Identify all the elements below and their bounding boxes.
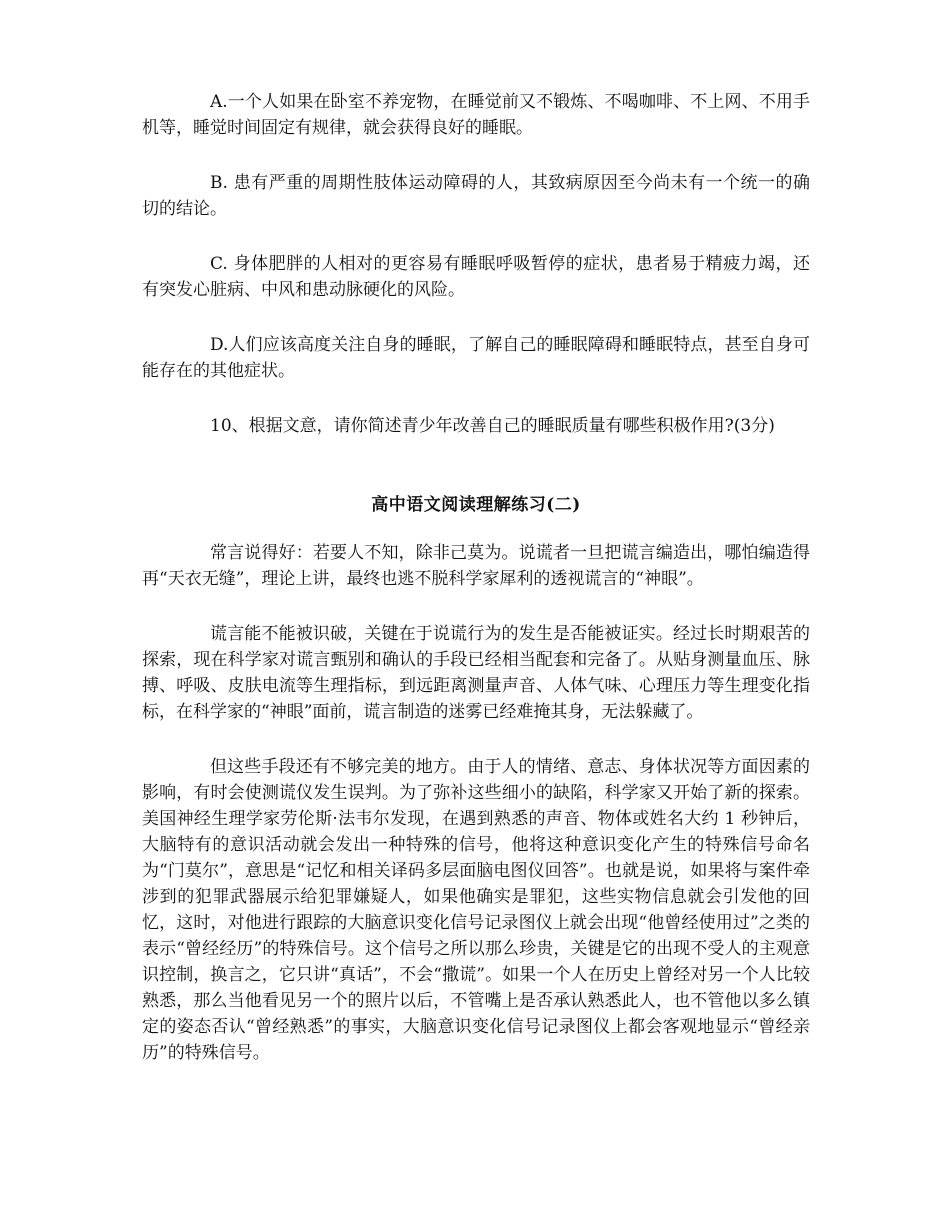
paragraph-1: 常言说得好：若要人不知，除非己莫为。说谎者一旦把谎言编造出，哪怕编造得再“天衣无缝”，理论上讲，最终也逃不脱科学家犀利的透视谎言的“神眼”。 [142,543,810,589]
paragraph-2: 谎言能不能被识破，关键在于说谎行为的发生是否能被证实。经过长时期艰苦的探索，现在科学家对谎言甄别和确认的手段已经相当配套和完备了。从贴身测量血压、脉搏、呼吸、皮肤电流等生理指标，到远距离测量声音、人体气味、心理压力等生理变化指标，在科学家的“神眼”面前，谎言制造的迷雾已经难掩其身，无法躲藏了。 [142,624,810,722]
document-body [142,89,810,1066]
question-10: 10、根据文意，请你简述青少年改善自己的睡眠质量有哪些积极作用?(3分) [210,416,775,436]
option-c: C. 身体肥胖的人相对的更容易有睡眠呼吸暂停的症状，患者易于精疲力竭，还有突发心脏病、中风和患动脉硬化的风险。 [142,254,810,300]
section-title: 高中语文阅读理解练习(二) [371,495,581,515]
option-d: D.人们应该高度关注自身的睡眠，了解自己的睡眠障碍和睡眠特点，甚至自身可能存在的其他症状。 [142,335,810,381]
option-b: B. 患有严重的周期性肢体运动障碍的人，其致病原因至今尚未有一个统一的确切的结论。 [142,173,810,219]
paragraph-3: 但这些手段还有不够完美的地方。由于人的情绪、意志、身体状况等方面因素的影响，有时会使测谎仪发生误判。为了弥补这些细小的缺陷，科学家又开始了新的探索。美国神经生理学家劳伦斯·法韦尔发现，在遇到熟悉的声音、物体或姓名大约 1 秒钟后，大脑特有的意识活动就会发出一种特殊的信号，他将这种意识变化产生的特殊信号命名为“门莫尔”，意思是“记忆和相关译码多层面脑电图仪回答”。也就是说，如果将与案件牵涉到的犯罪武器展示给犯罪嫌疑人，如果他确实是罪犯，这些实物信息就会引发他的回忆，这时，对他进行跟踪的大脑意识变化信号记录图仪上就会出现“他曾经使用过”之类的表示“曾经经历”的特殊信号。这个信号之所以那么珍贵，关键是它的出现不受人的主观意识控制，换言之，它只讲“真话”，不会“撒谎”。如果一个人在历史上曾经对另一个人比较熟悉，那么当他看见另一个的照片以后，不管嘴上是否承认熟悉此人，也不管他以多么镇定的姿态否认“曾经熟悉”的事实，大脑意识变化信号记录图仪上都会客观地显示“曾经亲历”的特殊信号。 [142,757,810,1063]
option-a: A.一个人如果在卧室不养宠物，在睡觉前又不锻炼、不喝咖啡、不上网、不用手机等，睡觉时间固定有规律，就会获得良好的睡眠。 [142,92,810,138]
